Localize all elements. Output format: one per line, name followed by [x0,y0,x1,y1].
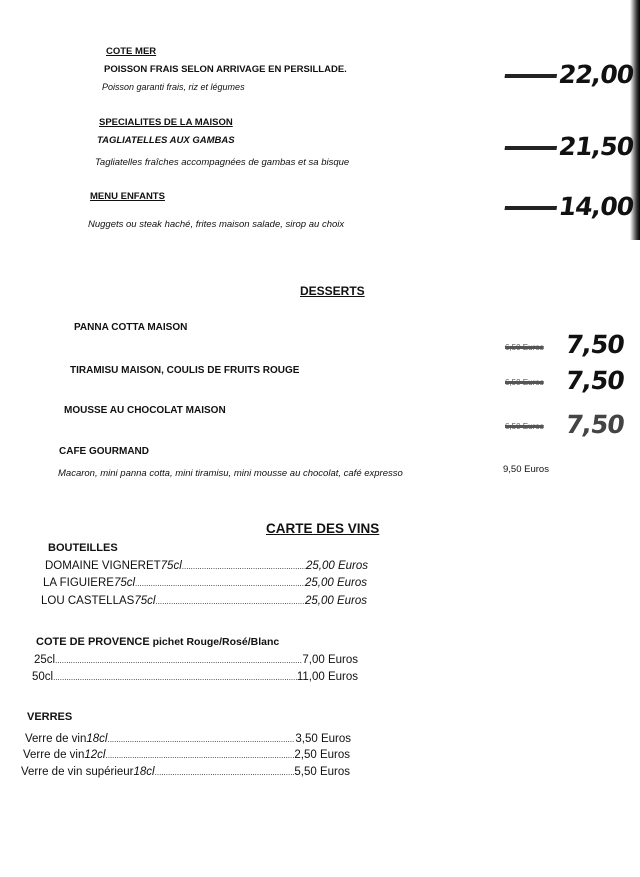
dessert-name: CAFE GOURMAND [59,446,149,457]
glass-row: Verre de vin 12cl ..... 2,50 Euros [23,749,350,761]
dish-description: Poisson garanti frais, riz et légumes [102,82,245,92]
subsection-heading: BOUTEILLES [48,542,118,554]
old-price: 6,50 Euros [505,422,544,431]
wine-row: LOU CASTELLAS 75cl ..... 25,00 Euros [41,595,367,607]
handwritten-price: 14,00 [503,192,635,221]
dessert-name: TIRAMISU MAISON, COULIS DE FRUITS ROUGE [70,365,300,376]
dessert-description: Macaron, mini panna cotta, mini tiramisu, mini mousse au chocolat, café expresso [58,468,403,479]
dish-description: Nuggets ou steak haché, frites maison salade, sirop au choix [88,219,345,230]
pichet-row: 25cl ..... 7,00 Euros [34,654,358,666]
subsection-heading: VERRES [27,711,73,723]
dessert-price: 9,50 Euros [503,464,549,475]
handwritten-price: 22,00 [503,60,635,89]
dessert-name: PANNA COTTA MAISON [74,322,188,333]
wine-row: LA FIGUIERE 75cl ..... 25,00 Euros [43,577,367,589]
dish-description: Tagliatelles fraîches accompagnées de gambas et sa bisque [95,157,350,168]
dish-title: POISSON FRAIS SELON ARRIVAGE EN PERSILLADE. [104,64,347,75]
subsection-heading: COTE DE PROVENCE pichet Rouge/Rosé/Blanc [36,636,280,648]
pichet-row: 50cl ..... 11,00 Euros [32,671,358,683]
handwritten-price: 7,50 [563,410,626,439]
section-heading: COTE MER [106,46,157,57]
old-price: 6,50 Euros [505,378,544,387]
section-heading: SPECIALITES DE LA MAISON [99,117,233,128]
handwritten-price: 21,50 [503,132,635,161]
wine-row: DOMAINE VIGNERET 75cl ..... 25,00 Euros [45,560,368,572]
glass-row: Verre de vin 18cl ..... 3,50 Euros [25,733,351,745]
section-heading: CARTE DES VINS [266,521,380,536]
handwritten-price: 7,50 [563,330,626,359]
old-price: 6,50 Euros [505,343,544,352]
handwritten-price: 7,50 [563,366,626,395]
dessert-name: MOUSSE AU CHOCOLAT MAISON [64,405,226,416]
section-heading: MENU ENFANTS [90,191,165,202]
glass-row: Verre de vin supérieur 18cl ..... 5,50 Euros [21,766,350,778]
dish-title: TAGLIATELLES AUX GAMBAS [97,135,235,146]
section-heading: DESSERTS [300,284,365,298]
